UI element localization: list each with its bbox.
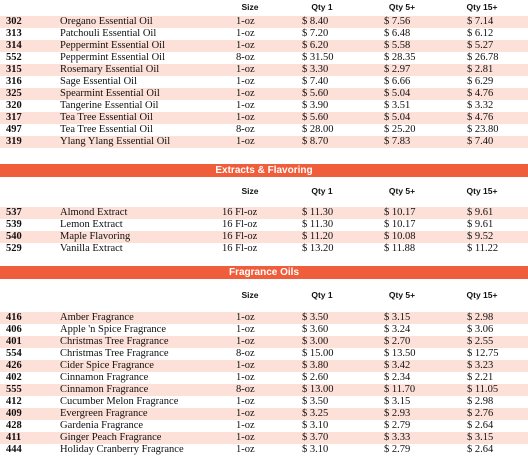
table-row [0, 40, 528, 52]
table-row [0, 243, 528, 255]
product-size: 1-oz [236, 432, 255, 443]
price-qty15: $ 6.12 [467, 28, 494, 39]
product-sku: 302 [6, 16, 22, 27]
price-qty5: $ 3.15 [384, 396, 411, 407]
product-sku: 539 [6, 219, 22, 230]
header-qty1: Qty 1 [311, 2, 333, 12]
product-name: Patchouli Essential Oil [60, 28, 157, 39]
price-qty15: $ 2.98 [467, 312, 494, 323]
price-qty5: $ 13.50 [384, 348, 416, 359]
product-size: 1-oz [236, 100, 255, 111]
product-sku: 411 [6, 432, 22, 443]
header-size: Size [241, 290, 259, 300]
table-row [0, 28, 528, 40]
product-sku: 552 [6, 52, 22, 63]
product-sku: 497 [6, 124, 22, 135]
product-name: Cinnamon Fragrance [60, 384, 149, 395]
product-size: 1-oz [236, 444, 255, 455]
header-qty15: Qty 15+ [466, 290, 498, 300]
product-sku: 401 [6, 336, 22, 347]
price-qty15: $ 4.76 [467, 88, 494, 99]
price-qty5: $ 5.58 [384, 40, 411, 51]
header-qty15: Qty 15+ [466, 2, 498, 12]
price-qty1: $ 5.60 [302, 88, 329, 99]
product-sku: 416 [6, 312, 22, 323]
price-qty15: $ 2.55 [467, 336, 494, 347]
table-row [0, 444, 528, 456]
section-title-fragrance: Fragrance Oils [228, 267, 300, 278]
header-qty5: Qty 5+ [388, 2, 416, 12]
table-row [0, 384, 528, 396]
table-row [0, 420, 528, 432]
product-size: 1-oz [236, 420, 255, 431]
table-row [0, 396, 528, 408]
price-qty5: $ 3.33 [384, 432, 411, 443]
header-qty1: Qty 1 [311, 290, 333, 300]
table-row [0, 88, 528, 100]
price-qty15: $ 7.14 [467, 16, 494, 27]
header-size: Size [241, 2, 259, 12]
price-qty1: $ 28.00 [302, 124, 334, 135]
price-qty5: $ 10.08 [384, 231, 416, 242]
product-name: Sage Essential Oil [60, 76, 137, 87]
price-qty1: $ 3.25 [302, 408, 329, 419]
price-qty1: $ 3.10 [302, 444, 329, 455]
column-header-row [0, 290, 528, 302]
price-qty15: $ 2.81 [467, 64, 494, 75]
price-qty5: $ 25.20 [384, 124, 416, 135]
table-row [0, 52, 528, 64]
product-sku: 316 [6, 76, 22, 87]
product-size: 1-oz [236, 372, 255, 383]
product-sku: 412 [6, 396, 22, 407]
product-name: Lemon Extract [60, 219, 123, 230]
product-name: Christmas Tree Fragrance [60, 348, 169, 359]
product-name: Peppermint Essential Oil [60, 52, 165, 63]
price-qty15: $ 6.29 [467, 76, 494, 87]
product-sku: 555 [6, 384, 22, 395]
price-qty1: $ 3.60 [302, 324, 329, 335]
product-sku: 409 [6, 408, 22, 419]
table-row [0, 348, 528, 360]
product-name: Tea Tree Essential Oil [60, 124, 153, 135]
price-qty1: $ 3.00 [302, 336, 329, 347]
product-size: 1-oz [236, 136, 255, 147]
table-row [0, 324, 528, 336]
product-sku: 406 [6, 324, 22, 335]
product-sku: 402 [6, 372, 22, 383]
column-header-row [0, 186, 528, 198]
price-qty5: $ 2.79 [384, 444, 411, 455]
product-sku: 313 [6, 28, 22, 39]
table-row [0, 336, 528, 348]
section-band-fragrance [0, 266, 528, 279]
price-qty1: $ 5.60 [302, 112, 329, 123]
price-qty15: $ 26.78 [467, 52, 499, 63]
price-qty5: $ 28.35 [384, 52, 416, 63]
price-qty5: $ 2.93 [384, 408, 411, 419]
price-qty15: $ 3.23 [467, 360, 494, 371]
price-qty5: $ 5.04 [384, 112, 411, 123]
price-qty1: $ 31.50 [302, 52, 334, 63]
table-row [0, 408, 528, 420]
price-qty15: $ 9.61 [467, 207, 494, 218]
table-row [0, 64, 528, 76]
product-sku: 540 [6, 231, 22, 242]
product-size: 1-oz [236, 112, 255, 123]
product-name: Vanilla Extract [60, 243, 123, 254]
price-qty1: $ 7.20 [302, 28, 329, 39]
product-size: 1-oz [236, 312, 255, 323]
price-qty5: $ 11.88 [384, 243, 416, 254]
price-qty1: $ 3.50 [302, 312, 329, 323]
table-row [0, 372, 528, 384]
table-row [0, 231, 528, 243]
product-size: 1-oz [236, 76, 255, 87]
table-row [0, 219, 528, 231]
price-qty5: $ 3.15 [384, 312, 411, 323]
product-name: Cucumber Melon Fragrance [60, 396, 179, 407]
header-size: Size [241, 186, 259, 196]
product-size: 8-oz [236, 384, 255, 395]
price-qty15: $ 9.52 [467, 231, 494, 242]
table-row [0, 76, 528, 88]
price-qty5: $ 7.83 [384, 136, 411, 147]
product-name: Almond Extract [60, 207, 128, 218]
price-qty1: $ 11.30 [302, 207, 334, 218]
table-row [0, 360, 528, 372]
table-row [0, 312, 528, 324]
header-qty15: Qty 15+ [466, 186, 498, 196]
price-qty15: $ 9.61 [467, 219, 494, 230]
price-qty1: $ 11.30 [302, 219, 334, 230]
section-title-extracts: Extracts & Flavoring [215, 165, 313, 176]
price-qty15: $ 12.75 [467, 348, 499, 359]
product-name: Cinnamon Fragrance [60, 372, 149, 383]
price-qty1: $ 3.90 [302, 100, 329, 111]
price-qty15: $ 2.64 [467, 420, 494, 431]
price-qty1: $ 3.50 [302, 396, 329, 407]
price-qty15: $ 5.27 [467, 40, 494, 51]
price-qty1: $ 6.20 [302, 40, 329, 51]
product-size: 1-oz [236, 88, 255, 99]
price-qty1: $ 3.70 [302, 432, 329, 443]
product-name: Tangerine Essential Oil [60, 100, 159, 111]
product-sku: 537 [6, 207, 22, 218]
product-name: Gardenia Fragrance [60, 420, 144, 431]
product-sku: 428 [6, 420, 22, 431]
price-qty5: $ 5.04 [384, 88, 411, 99]
product-name: Cider Spice Fragrance [60, 360, 154, 371]
product-sku: 319 [6, 136, 22, 147]
price-qty15: $ 7.40 [467, 136, 494, 147]
product-name: Ginger Peach Fragrance [60, 432, 162, 443]
price-qty5: $ 10.17 [384, 207, 416, 218]
price-qty5: $ 2.97 [384, 64, 411, 75]
price-qty5: $ 3.24 [384, 324, 411, 335]
header-qty5: Qty 5+ [388, 186, 416, 196]
price-qty5: $ 6.66 [384, 76, 411, 87]
price-qty5: $ 6.48 [384, 28, 411, 39]
product-name: Christmas Tree Fragrance [60, 336, 169, 347]
product-size: 1-oz [236, 336, 255, 347]
price-qty15: $ 2.76 [467, 408, 494, 419]
product-size: 1-oz [236, 16, 255, 27]
price-qty1: $ 2.60 [302, 372, 329, 383]
price-qty5: $ 2.70 [384, 336, 411, 347]
product-size: 1-oz [236, 396, 255, 407]
column-header-row [0, 2, 528, 14]
price-qty1: $ 13.20 [302, 243, 334, 254]
product-name: Tea Tree Essential Oil [60, 112, 153, 123]
price-qty1: $ 3.80 [302, 360, 329, 371]
product-size: 1-oz [236, 64, 255, 75]
header-qty5: Qty 5+ [388, 290, 416, 300]
price-qty5: $ 10.17 [384, 219, 416, 230]
product-sku: 315 [6, 64, 22, 75]
product-sku: 554 [6, 348, 22, 359]
price-qty5: $ 3.42 [384, 360, 411, 371]
section-band-extracts [0, 164, 528, 177]
product-size: 1-oz [236, 360, 255, 371]
table-row [0, 207, 528, 219]
price-qty15: $ 11.22 [467, 243, 499, 254]
product-size: 8-oz [236, 124, 255, 135]
price-qty1: $ 3.30 [302, 64, 329, 75]
price-qty1: $ 8.70 [302, 136, 329, 147]
price-qty15: $ 2.64 [467, 444, 494, 455]
table-row [0, 16, 528, 28]
product-size: 8-oz [236, 348, 255, 359]
product-sku: 444 [6, 444, 22, 455]
price-qty15: $ 3.15 [467, 432, 494, 443]
price-qty15: $ 11.05 [467, 384, 499, 395]
price-qty1: $ 13.00 [302, 384, 334, 395]
price-qty1: $ 7.40 [302, 76, 329, 87]
price-qty15: $ 4.76 [467, 112, 494, 123]
product-size: 16 Fl-oz [222, 207, 258, 218]
price-qty5: $ 7.56 [384, 16, 411, 27]
product-sku: 320 [6, 100, 22, 111]
product-name: Spearmint Essential Oil [60, 88, 160, 99]
price-qty5: $ 11.70 [384, 384, 416, 395]
product-size: 16 Fl-oz [222, 231, 258, 242]
price-qty15: $ 3.32 [467, 100, 494, 111]
product-sku: 314 [6, 40, 22, 51]
price-qty1: $ 8.40 [302, 16, 329, 27]
header-qty1: Qty 1 [311, 186, 333, 196]
product-name: Peppermint Essential Oil [60, 40, 165, 51]
product-name: Amber Fragrance [60, 312, 134, 323]
product-name: Holiday Cranberry Fragrance [60, 444, 184, 455]
product-name: Maple Flavoring [60, 231, 131, 242]
price-qty5: $ 3.51 [384, 100, 411, 111]
price-qty15: $ 23.80 [467, 124, 499, 135]
product-size: 1-oz [236, 408, 255, 419]
product-name: Evergreen Fragrance [60, 408, 148, 419]
product-name: Apple 'n Spice Fragrance [60, 324, 166, 335]
table-row [0, 124, 528, 136]
product-name: Rosemary Essential Oil [60, 64, 160, 75]
product-size: 8-oz [236, 52, 255, 63]
product-size: 16 Fl-oz [222, 219, 258, 230]
product-sku: 426 [6, 360, 22, 371]
table-row [0, 112, 528, 124]
price-qty1: $ 11.20 [302, 231, 334, 242]
price-qty5: $ 2.34 [384, 372, 411, 383]
product-name: Ylang Ylang Essential Oil [60, 136, 171, 147]
product-sku: 325 [6, 88, 22, 99]
price-qty15: $ 2.98 [467, 396, 494, 407]
table-row [0, 432, 528, 444]
product-sku: 317 [6, 112, 22, 123]
price-qty15: $ 2.21 [467, 372, 494, 383]
table-row [0, 100, 528, 112]
product-name: Oregano Essential Oil [60, 16, 153, 27]
price-qty5: $ 2.79 [384, 420, 411, 431]
price-qty15: $ 3.06 [467, 324, 494, 335]
price-qty1: $ 15.00 [302, 348, 334, 359]
product-size: 1-oz [236, 40, 255, 51]
table-row [0, 136, 528, 148]
product-size: 1-oz [236, 28, 255, 39]
product-size: 1-oz [236, 324, 255, 335]
price-qty1: $ 3.10 [302, 420, 329, 431]
product-size: 16 Fl-oz [222, 243, 258, 254]
product-sku: 529 [6, 243, 22, 254]
